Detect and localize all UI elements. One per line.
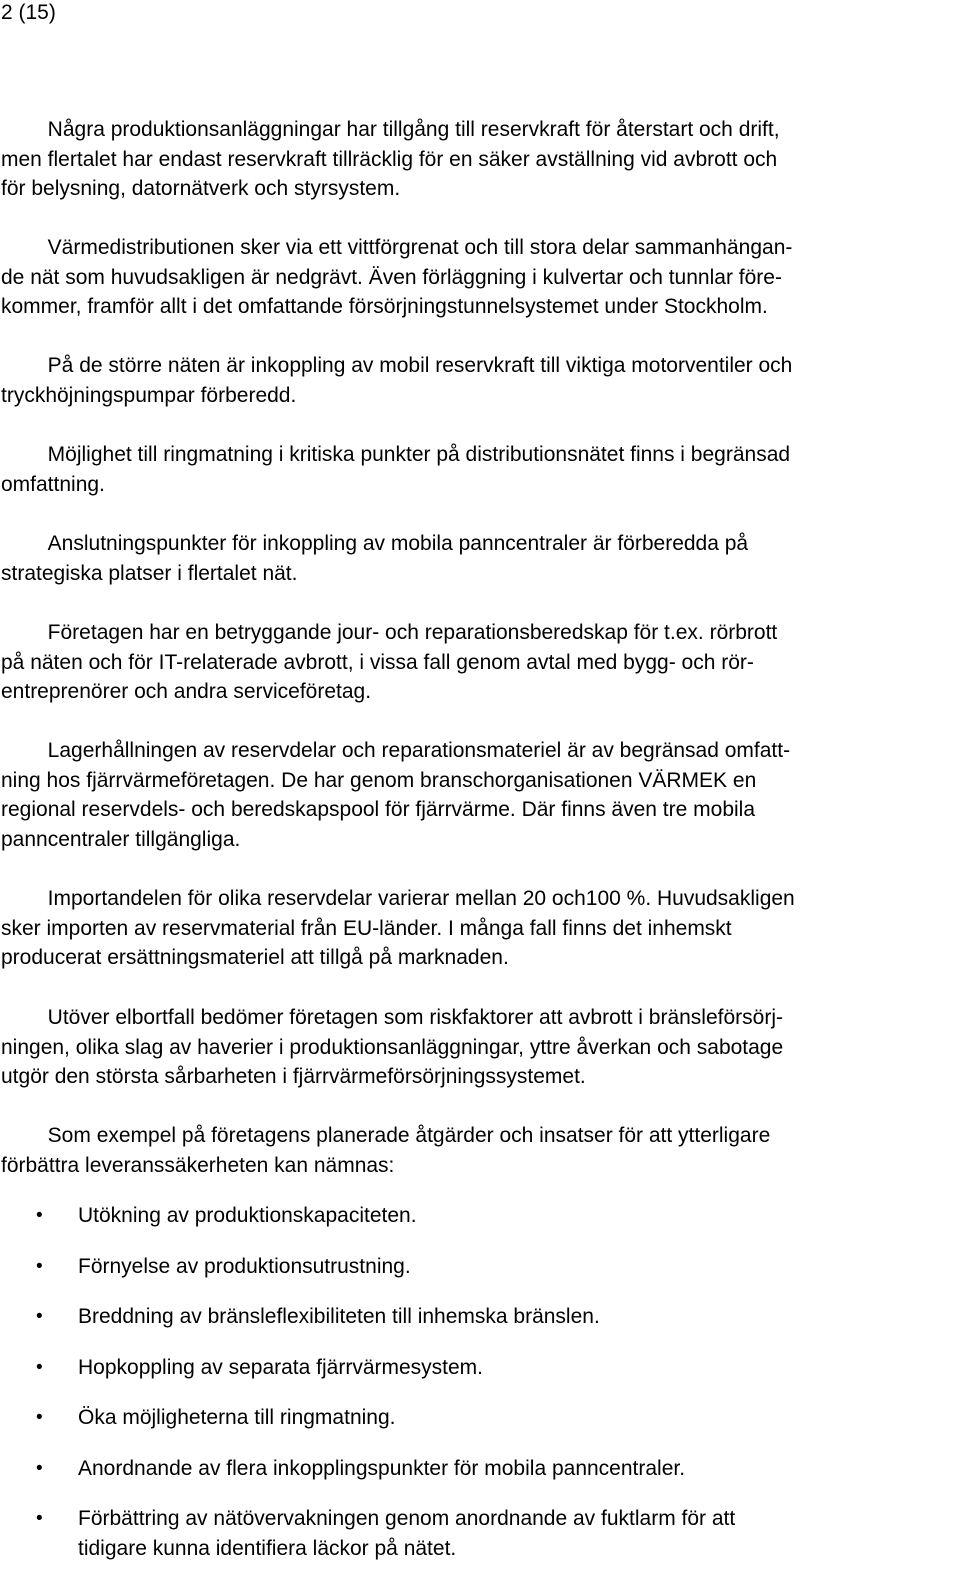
text-line: Förbättring av nätövervakningen genom anordnande av fuktlarm för att <box>78 1507 736 1530</box>
measures-list <box>0 1201 960 1563</box>
text-line: Möjlighet till ringmatning i kritiska punkter på distributionsnätet finns i begränsad <box>1 443 791 466</box>
text-line: omfattning. <box>1 472 105 496</box>
text-line: Företagen har en betryggande jour- och reparationsberedskap för t.ex. rörbrott <box>1 621 778 644</box>
text-line: panncentraler tillgängliga. <box>1 827 241 851</box>
text-line: Anordnande av flera inkopplingspunkter för mobila panncentraler. <box>78 1456 686 1480</box>
paragraph-distribution <box>1 233 960 322</box>
text-line: ning hos fjärrvärmeföretagen. De har genom branschorganisationen VÄRMEK en <box>1 768 757 792</box>
list-item <box>0 1454 960 1484</box>
text-line: tryckhöjningspumpar förberedd. <box>1 383 297 407</box>
text-line: Öka möjligheterna till ringmatning. <box>78 1406 396 1429</box>
list-item <box>0 1504 960 1563</box>
bullet-icon: • <box>36 1457 43 1479</box>
bullet-icon: • <box>36 1407 43 1428</box>
text-line: strategiska platser i flertalet nät. <box>1 561 298 585</box>
text-line: Lagerhållningen av reservdelar och reparationsmateriel är av begränsad omfatt- <box>1 739 791 762</box>
text-line: de nät som huvudsakligen är nedgrävt. Även förläggning i kulvertar och tunnlar före- <box>1 265 782 289</box>
list-item <box>0 1353 960 1383</box>
text-line: men flertalet har endast reservkraft tillräcklig för en säker avställning vid avbrott och <box>1 147 778 171</box>
text-line: tidigare kunna identifiera läckor på nätet. <box>78 1536 457 1560</box>
text-line: förbättra leveranssäkerheten kan nämnas: <box>1 1153 395 1177</box>
paragraph-mobil-reservkraft <box>1 351 960 410</box>
list-item <box>0 1201 960 1231</box>
text-line: Värmedistributionen sker via ett vittförgrenat och till stora delar sammanhängan- <box>1 236 793 259</box>
text-line: för belysning, datornätverk och styrsystem. <box>1 177 401 200</box>
text-line: Förnyelse av produktionsutrustning. <box>78 1254 411 1278</box>
text-line: Utöver elbortfall bedömer företagen som riskfaktorer att avbrott i bränsleförsörj- <box>1 1006 783 1029</box>
text-line: På de större näten är inkoppling av mobil reservkraft till viktiga motorventiler och <box>1 354 793 377</box>
bullet-icon: • <box>36 1255 43 1277</box>
text-line: på näten och för IT-relaterade avbrott, i vissa fall genom avtal med bygg- och rör- <box>1 650 754 674</box>
text-line: utgör den största sårbarheten i fjärrvärmeförsörjningssystemet. <box>1 1065 586 1088</box>
paragraph-reservkraft <box>1 115 960 204</box>
list-item <box>0 1252 960 1282</box>
text-line: Hopkoppling av separata fjärrvärmesystem. <box>78 1355 484 1379</box>
text-line: Importandelen för olika reservdelar varierar mellan 20 och100 %. Huvudsakligen <box>1 887 795 910</box>
text-line: ningen, olika slag av haverier i produktionsanläggningar, yttre åverkan och sabotage <box>1 1035 784 1059</box>
paragraph-exempel <box>1 1121 960 1180</box>
paragraph-ringmatning <box>1 440 960 499</box>
bullet-icon: • <box>36 1508 43 1529</box>
text-line: regional reservdels- och beredskapspool för fjärrvärme. Där finns även tre mobila <box>1 798 756 821</box>
paragraph-anslutningspunkter <box>1 529 960 588</box>
bullet-icon: • <box>36 1306 43 1327</box>
text-line: kommer, framför allt i det omfattande försörjningstunnelsystemet under Stockholm. <box>1 295 768 318</box>
page-number: 2 (15) <box>1 1 56 24</box>
text-line: entreprenörer och andra serviceföretag. <box>1 680 372 703</box>
paragraph-riskfaktorer <box>1 1003 960 1092</box>
text-line: Breddning av bränsleflexibiliteten till inhemska bränslen. <box>78 1305 600 1328</box>
list-item <box>0 1302 960 1332</box>
paragraph-importandel <box>1 884 960 973</box>
paragraph-lagerhallning <box>1 736 960 854</box>
text-line: Utökning av produktionskapaciteten. <box>78 1204 417 1227</box>
bullet-icon: • <box>36 1205 43 1226</box>
text-line: producerat ersättningsmateriel att tillgå på marknaden. <box>1 946 509 969</box>
bullet-icon: • <box>36 1356 43 1378</box>
text-line: sker importen av reservmaterial från EU-länder. I många fall finns det inhemskt <box>1 916 732 940</box>
text-line: Anslutningspunkter för inkoppling av mobila panncentraler är förberedda på <box>1 532 749 555</box>
text-line: Som exempel på företagens planerade åtgärder och insatser för att ytterligare <box>1 1124 771 1147</box>
text-line: Några produktionsanläggningar har tillgång till reservkraft för återstart och drift, <box>1 118 780 141</box>
list-item <box>0 1403 960 1433</box>
paragraph-beredskap <box>1 618 960 707</box>
